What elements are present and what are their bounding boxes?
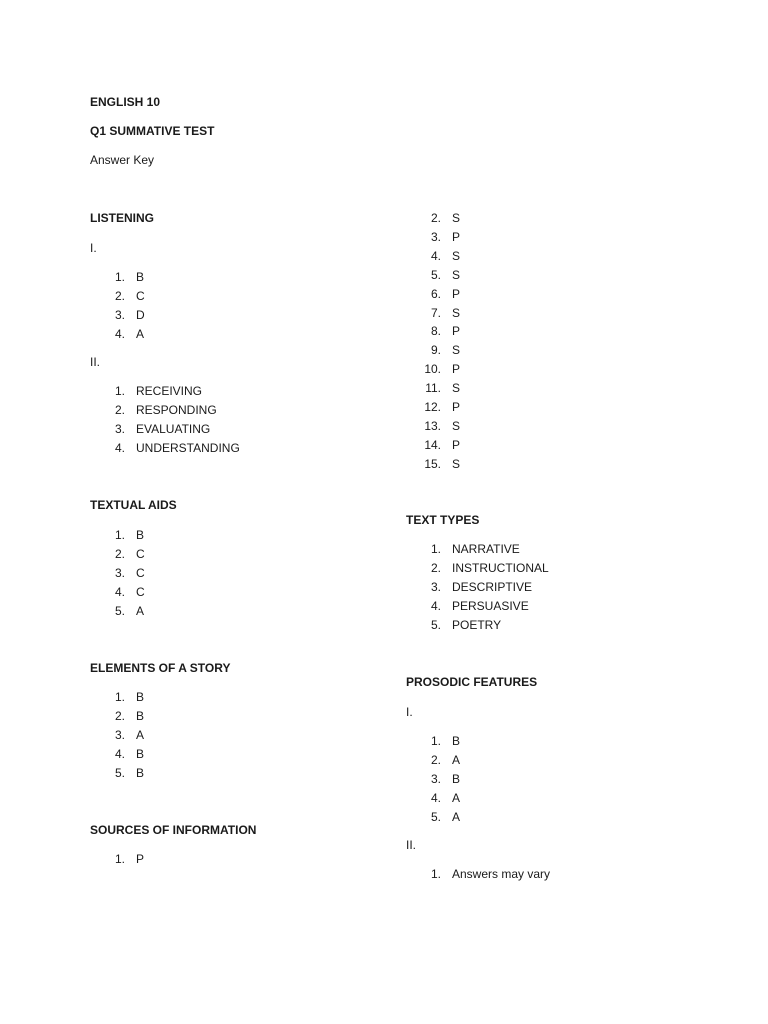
item-answer: S [452,381,461,395]
item-answer: P [452,287,461,301]
item-answer: S [452,306,461,320]
item-answer: C [136,289,145,303]
item-number: 3. [430,580,441,594]
item-number: 4. [430,249,441,263]
text-types-heading: TEXT TYPES [406,513,480,527]
item-answer: S [452,211,461,225]
item-answer: B [452,772,461,786]
item-number: 12. [424,400,441,414]
item-number: 5. [430,268,441,282]
item-number: 15. [424,457,441,471]
item-number: 6. [430,287,441,301]
item-answer: A [136,604,145,618]
item-answer: P [452,362,461,376]
item-answer: P [452,230,461,244]
prosodic-part1-label: I. [406,705,413,719]
item-answer: P [452,400,461,414]
item-answer: EVALUATING [136,422,211,436]
item-number: 4. [114,327,125,341]
item-number: 2. [114,289,125,303]
item-answer: A [136,728,145,742]
item-number: 2. [430,561,441,575]
item-number: 1. [114,690,125,704]
prosodic-heading: PROSODIC FEATURES [406,675,538,689]
item-answer: NARRATIVE [452,542,520,556]
listening-part1-label: I. [90,241,97,255]
item-number: 4. [114,441,125,455]
item-answer: B [452,734,461,748]
item-number: 2. [114,403,125,417]
item-answer: INSTRUCTIONAL [452,561,549,575]
listening-part2-label: II. [90,355,101,369]
item-number: 4. [114,585,125,599]
elements-story-heading: ELEMENTS OF A STORY [90,661,231,675]
item-answer: P [452,438,461,452]
item-answer: A [452,791,461,805]
item-number: 11. [425,381,441,395]
item-answer: S [452,457,461,471]
prosodic-part2-label: II. [406,838,417,852]
item-answer: RECEIVING [136,384,203,398]
item-answer: B [136,766,145,780]
item-answer: P [136,852,145,866]
item-number: 3. [114,422,125,436]
item-number: 10. [424,362,441,376]
item-answer: A [452,753,461,767]
listening-heading: LISTENING [90,211,155,225]
item-answer: S [452,419,461,433]
item-answer: C [136,547,145,561]
item-answer: D [136,308,145,322]
item-number: 5. [114,766,125,780]
item-number: 3. [430,772,441,786]
item-answer: B [136,270,145,284]
sources-heading: SOURCES OF INFORMATION [90,823,257,837]
item-number: 1. [114,270,125,284]
item-answer: C [136,566,145,580]
item-answer: POETRY [452,618,502,632]
item-number: 5. [114,604,125,618]
item-number: 8. [430,324,441,338]
item-answer: RESPONDING [136,403,217,417]
item-number: 2. [114,709,125,723]
item-number: 14. [424,438,441,452]
item-answer: P [452,324,461,338]
item-number: 3. [114,728,125,742]
item-number: 1. [114,384,125,398]
item-number: 13. [424,419,441,433]
item-number: 3. [430,230,441,244]
item-answer: S [452,249,461,263]
subject-heading: ENGLISH 10 [90,95,161,109]
item-answer: S [452,268,461,282]
test-heading: Q1 SUMMATIVE TEST [90,124,215,138]
item-number: 1. [430,542,441,556]
item-number: 4. [430,599,441,613]
item-number: 5. [430,618,441,632]
item-answer: B [136,528,145,542]
item-answer: B [136,690,145,704]
item-answer: C [136,585,145,599]
item-number: 3. [114,308,125,322]
item-number: 3. [114,566,125,580]
item-answer: A [452,810,461,824]
item-answer: UNDERSTANDING [136,441,240,455]
item-number: 2. [114,547,125,561]
item-number: 4. [114,747,125,761]
item-number: 1. [114,528,125,542]
item-answer: B [136,747,145,761]
item-answer: Answers may vary [452,867,551,881]
item-number: 1. [430,734,441,748]
item-number: 9. [430,343,441,357]
item-number: 1. [114,852,125,866]
item-number: 2. [430,753,441,767]
item-number: 7. [430,306,441,320]
item-answer: DESCRIPTIVE [452,580,533,594]
item-answer: S [452,343,461,357]
item-number: 4. [430,791,441,805]
item-number: 2. [430,211,441,225]
item-answer: A [136,327,145,341]
item-number: 1. [430,867,441,881]
item-number: 5. [430,810,441,824]
item-answer: PERSUASIVE [452,599,529,613]
textual-aids-heading: TEXTUAL AIDS [90,498,177,512]
item-answer: B [136,709,145,723]
doc-subtitle: Answer Key [90,153,155,167]
